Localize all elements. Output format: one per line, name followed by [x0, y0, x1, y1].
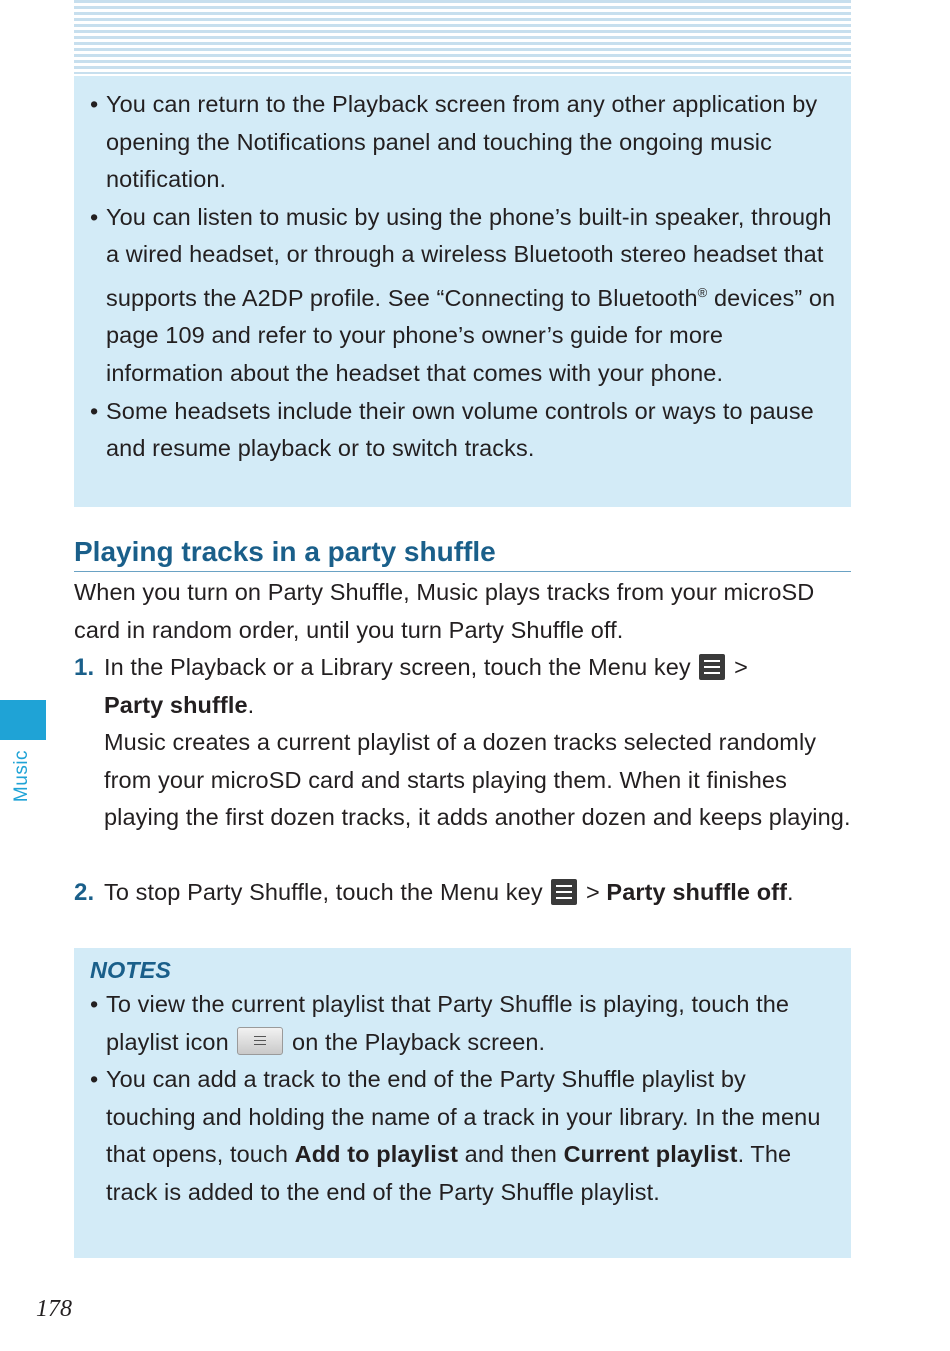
menu-key-icon	[551, 879, 577, 905]
section-heading: Playing tracks in a party shuffle	[74, 533, 851, 572]
step-instruction: In the Playback or a Library screen, touch the Menu key	[104, 654, 691, 680]
notes-title: NOTES	[90, 957, 171, 983]
header-stripes	[74, 0, 851, 74]
step-2	[74, 874, 864, 912]
playlist-icon	[237, 1027, 283, 1055]
chapter-label: Music	[11, 749, 32, 803]
tip-bullet-item	[90, 393, 837, 468]
notes-bullet-text-end: . The track is added to the end of the Party Shuffle playlist.	[106, 1141, 792, 1205]
tip-bullet-list	[90, 86, 837, 468]
tip-bullet-text: You can return to the Playback screen from any other application by opening the Notifications panel and touching the ongoing music notification.	[106, 91, 818, 193]
registered-mark: ®	[697, 284, 708, 300]
menu-key-icon	[699, 654, 725, 680]
tip-bullet-text-continued: devices” on page 109 and refer to your phone’s owner’s guide for more information about the headset that comes with your phone.	[106, 284, 836, 386]
arrow-symbol: >	[585, 879, 600, 905]
step-instruction: To stop Party Shuffle, touch the Menu key	[104, 879, 543, 905]
tip-bullet-text: Some headsets include their own volume controls or ways to pause and resume playback or to switch tracks.	[106, 397, 814, 462]
section-intro: When you turn on Party Shuffle, Music plays tracks from your microSD card in random order, until you turn Party Shuffle off.	[74, 579, 815, 643]
tip-bullet-item	[90, 199, 837, 393]
menu-option-add-to-playlist: Add to playlist	[294, 1141, 459, 1168]
chapter-tab	[0, 700, 46, 740]
bullet-dot: •	[90, 203, 99, 230]
sentence-end: .	[787, 879, 794, 905]
step-number: 1.	[74, 654, 95, 681]
arrow-symbol: >	[734, 654, 748, 680]
notes-bullet-text-continued: on the Playback screen.	[285, 1028, 546, 1055]
tip-bullet-item	[90, 86, 837, 199]
page-number: 178	[36, 1296, 72, 1322]
notes-bullet-item	[90, 1061, 837, 1211]
notes-bullet-text: You can add a track to the end of the Party Shuffle playlist by touching and holding the name of a track in your library. In the menu that opens, touch	[106, 1066, 821, 1168]
step-1	[74, 649, 864, 837]
notes-bullet-list	[90, 986, 837, 1212]
notes-bullet-item	[90, 986, 837, 1061]
bullet-dot: •	[90, 91, 99, 117]
notes-bullet-text-continued: and then	[458, 1141, 564, 1168]
notes-bullet-text: To view the current playlist that Party Shuffle is playing, touch the playlist icon	[106, 991, 790, 1055]
notes-box	[74, 948, 851, 1258]
bullet-dot: •	[90, 397, 99, 424]
tip-box	[74, 76, 851, 507]
menu-option-party-shuffle: Party shuffle	[104, 691, 248, 718]
menu-option-current-playlist: Current playlist	[563, 1141, 738, 1168]
bullet-dot: •	[90, 1066, 99, 1093]
tip-bullet-text: You can listen to music by using the phone’s built-in speaker, through a wired headset, or through a wireless Bluetooth stereo headset that supports the A2DP profile. See “Connecting to Bluetooth	[106, 203, 832, 311]
sentence-end: .	[247, 691, 255, 718]
bullet-dot: •	[90, 991, 99, 1017]
menu-option-party-shuffle-off: Party shuffle off	[606, 879, 787, 905]
step-number: 2.	[74, 879, 95, 906]
step-detail: Music creates a current playlist of a dozen tracks selected randomly from your microSD card and starts playing them. When it finishes playing the first dozen tracks, it adds another dozen and keeps playing.	[104, 729, 851, 831]
